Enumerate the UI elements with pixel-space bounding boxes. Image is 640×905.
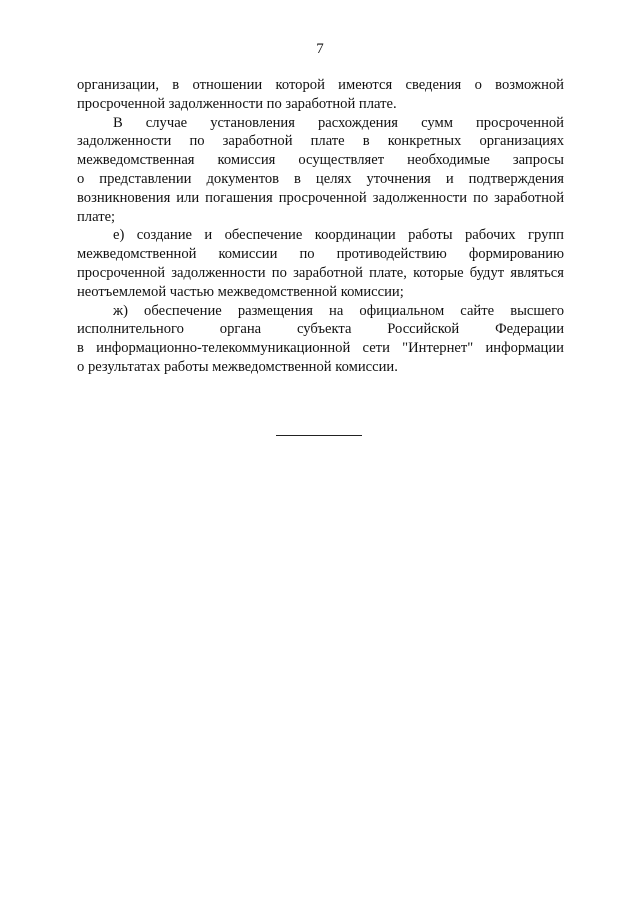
text-line: возникновения или погашения просроченной задолженности по заработной [77,189,564,206]
text-line: В случае установления расхождения сумм просроченной [113,114,564,131]
paragraph-discrepancy [77,114,564,227]
text-line: просроченной задолженности по заработной плате, которые будут являться [77,264,564,281]
text-line: в информационно-телекоммуникационной сети "Интернет" информации [77,340,564,357]
text-line: е) создание и обеспечение координации работы рабочих групп [113,227,564,244]
text-line: о результатах работы межведомственной комиссии. [77,358,398,375]
paragraph-continuation [77,76,564,114]
paragraph-item-zh [77,302,564,377]
text-line: задолженности по заработной плате в конкретных организациях [77,133,564,150]
document-body [77,76,564,377]
end-of-document-rule [276,435,362,436]
text-line: плате; [77,208,116,225]
text-line: организации, в отношении которой имеются сведения о возможной [77,77,564,93]
text-line: о представлении документов в целях уточнения и подтверждения [77,170,564,187]
text-line: межведомственной комиссии по противодействию формированию [77,246,564,263]
page-number: 7 [316,41,324,57]
paragraph-item-e [77,226,564,301]
text-line: просроченной задолженности по заработной плате. [77,95,397,112]
text-line: межведомственная комиссия осуществляет необходимые запросы [77,152,564,169]
text-line: исполнительного органа субъекта Российской Федерации [77,321,564,338]
text-line: неотъемлемой частью межведомственной комиссии; [77,283,404,300]
text-line: ж) обеспечение размещения на официальном сайте высшего [113,302,564,319]
